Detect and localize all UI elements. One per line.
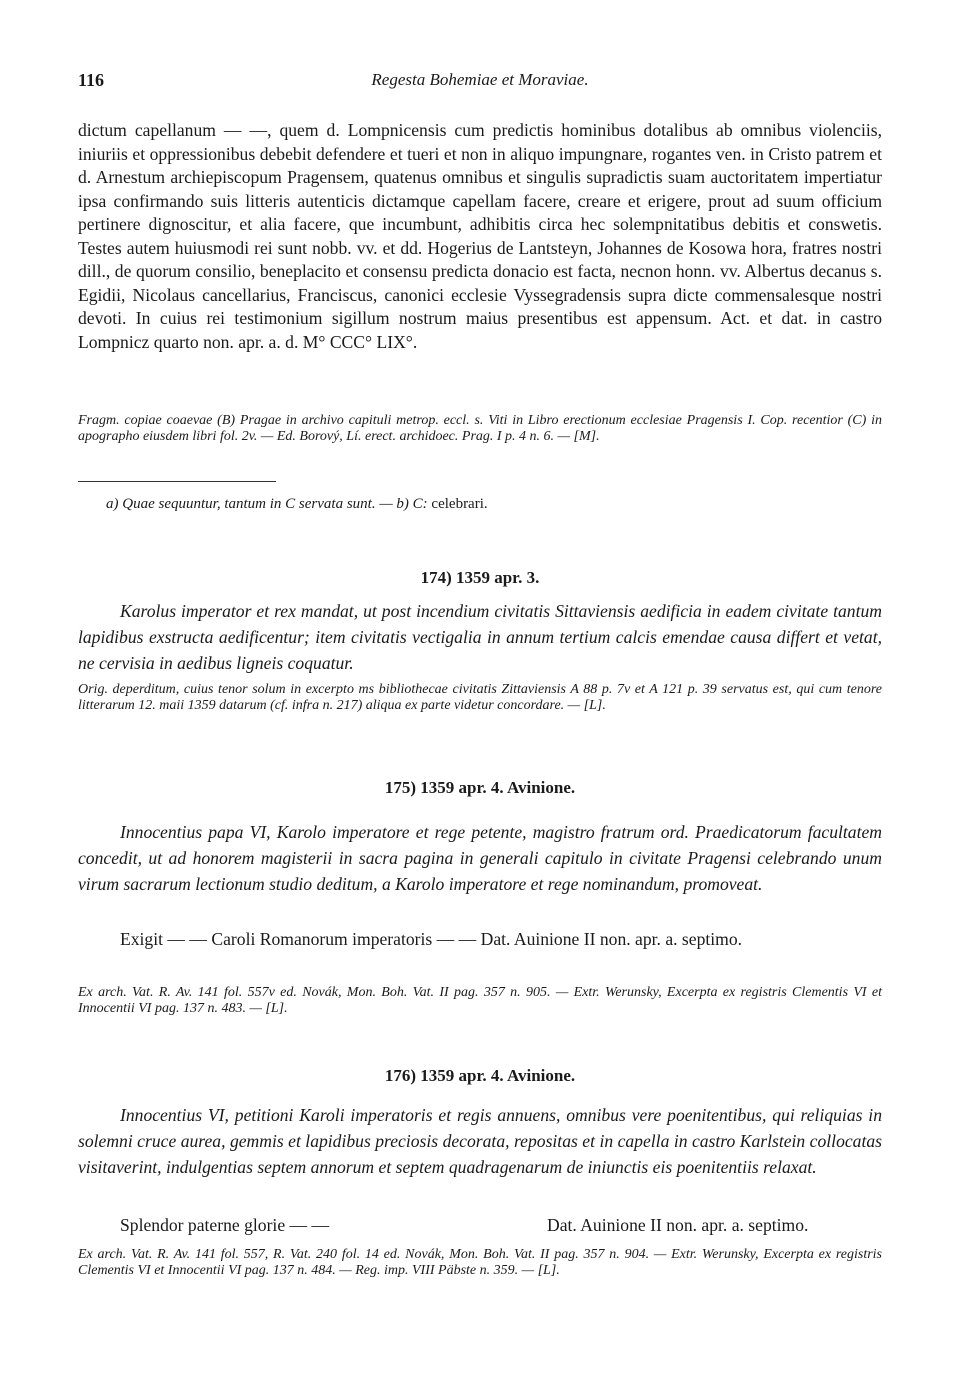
entry-174-heading: 174) 1359 apr. 3. bbox=[420, 568, 540, 587]
footnote bbox=[106, 496, 488, 513]
entry-176-incipit: Splendor paterne glorie — — bbox=[120, 1215, 330, 1235]
entry-175-heading: 175) 1359 apr. 4. Avinione. bbox=[384, 778, 576, 797]
page-number: 116 bbox=[78, 70, 105, 90]
entry-176-regest: Innocentius VI, petitioni Karoli imperatoris et regis annuens, omnibus vere poenitentibus, qui reliquias in solemni cruce aurea, gemmis et lapidibus preciosis decorata, repositas et in capella in castro Karlstein collocatas visitaverint, indulgentias septem annorum et septem quadragenarum de iniunctis eis poenitentiis relaxat. bbox=[78, 1105, 882, 1177]
running-title: Regesta Bohemiae et Moraviae. bbox=[371, 70, 589, 89]
footnote-italic: a) Quae sequuntur, tantum in C servata sunt. — b) C: bbox=[106, 496, 428, 512]
footnote-reading: celebrari. bbox=[431, 496, 488, 512]
entry-174-regest: Karolus imperator et rex mandat, ut post incendium civitatis Sittaviensis aedificia in eadem civitate tantum lapidibus exstructa aedificentur; item civitatis vectigalia in annum tertium calcis emendae causa differt et vetat, ne cervisia in aedibus ligneis coquatur. bbox=[78, 601, 882, 673]
entry-176-source-note: Ex arch. Vat. R. Av. 141 fol. 557, R. Vat. 240 fol. 14 ed. Novák, Mon. Boh. Vat. II pag. 357 n. 904. — Extr. Werunsky, Excerpta ex registris Clementis VI et Innocentii VI pag. 137 n. 484. — Reg. imp. VIII Päbste n. 359. — [L]. bbox=[78, 1247, 882, 1278]
entry-175-incipit: Exigit — — Caroli Romanorum imperatoris — — Dat. Auinione II non. apr. a. septimo. bbox=[120, 929, 743, 949]
charter-continuation-text: dictum capellanum — —, quem d. Lompnicensis cum predictis hominibus dotalibus ab omnibus violenciis, iniuriis et oppressionibus debebit defendere et tueri et non in aliquo impungnare, rogantes ven. in Cristo patrem et d. Arnestum archiepiscopum Pragensem, quatenus omnibus et singulis supradictis suam auctoritatem impertiatur ipsa confirmando suis litteris autenticis dictamque capellam facere, creare et erigere, prout ad suum officium pertinere dignoscitur, et alia facere, que incumbunt, adhibitis circa hec solempnitatibus debitis et conswetis. Testes autem huiusmodi rei sunt nobb. vv. et dd. Hogerius de Lantsteyn, Johannes de Kosowa hora, fratres nostri dill., de quorum consilio, beneplacito et consensu predicta donacio est facta, necnon honn. vv. Albertus decanus s. Egidii, Nicolaus cancellarius, Franciscus, canonici ecclesie Vyssegradensis supra dicte commensalesque nostri devoti. In cuius rei testimonium sigillum nostrum maius presentibus est appensum. Act. et dat. in castro Lompnicz quarto non. apr. a. d. M° CCC° LIX°. bbox=[78, 120, 882, 352]
charter-source-note: Fragm. copiae coaevae (B) Pragae in archivo capituli metrop. eccl. s. Viti in Libro erectionum ecclesiae Pragensis I. Cop. recentior (C) in apographo eiusdem libri fol. 2v. — Ed. Borový, Lí. erect. archidoec. Prag. I p. 4 n. 6. — [M]. bbox=[78, 413, 882, 444]
entry-176-incipit-line bbox=[78, 1212, 882, 1238]
footnote-divider bbox=[78, 481, 276, 482]
entry-175-regest: Innocentius papa VI, Karolo imperatore et rege petente, magistro fratrum ord. Praedicatorum facultatem concedit, ut ad honorem magisterii in sacra pagina in generali capitulo in civitate Pragensi celebrando unum virum sacrarum lectionum studio deditum, a Karolo imperatore et rege nominandum, promoveat. bbox=[78, 822, 882, 894]
page-header bbox=[78, 70, 882, 94]
entry-176-dating-clause: Dat. Auinione II non. apr. a. septimo. bbox=[547, 1215, 809, 1235]
entry-176-heading: 176) 1359 apr. 4. Avinione. bbox=[384, 1066, 576, 1085]
entry-174-source-note: Orig. deperditum, cuius tenor solum in excerpto ms bibliothecae civitatis Zittaviensis A 88 p. 7v et A 121 p. 39 servatus est, qui cum tenore litterarum 12. maii 1359 datarum (cf. infra n. 217) aliqua ex parte videtur concordare. — [L]. bbox=[78, 682, 882, 713]
entry-175-source-note: Ex arch. Vat. R. Av. 141 fol. 557v ed. Novák, Mon. Boh. Vat. II pag. 357 n. 905. — Extr. Werunsky, Excerpta ex registris Clementis VI et Innocentii VI pag. 137 n. 483. — [L]. bbox=[78, 985, 882, 1016]
